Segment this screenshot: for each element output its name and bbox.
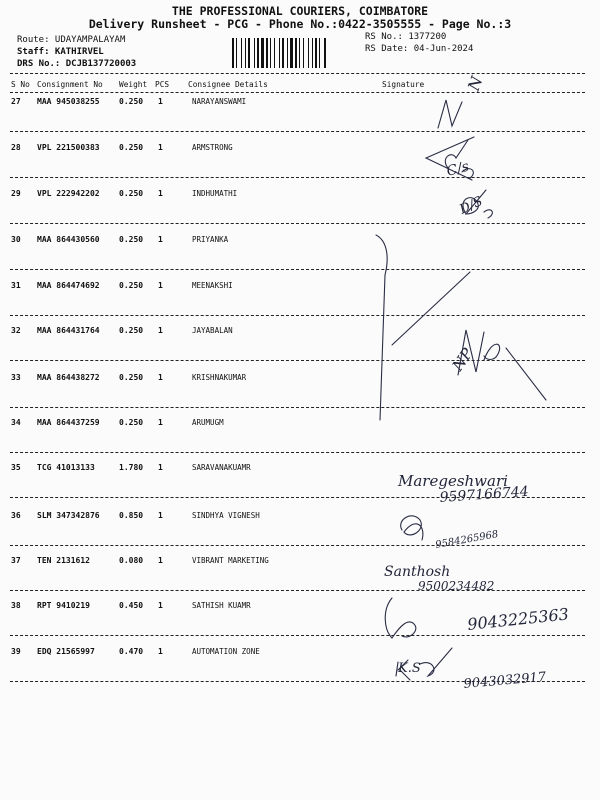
col-weight: Weight [119,80,148,89]
row-pcs: 1 [158,373,163,382]
hand-36-phone: 9584265968 [434,529,500,551]
row-pcs: 1 [158,556,163,565]
row-consignee: KRISHNAKUMAR [192,373,247,382]
row-consignment: MAA 864430560 [37,235,100,244]
hand-39-name: K.S [398,661,421,676]
row-weight: 0.080 [119,556,144,565]
staff-label: Staff: KATHIRVEL [17,47,104,57]
col-sno: S No [11,80,30,89]
row-consignment: SLM 347342876 [37,511,100,520]
hand-35-phone: 9597166744 [439,483,530,506]
row-consignee: ARMSTRONG [192,143,233,152]
row-consignment: TCG 41013133 [37,463,95,472]
row-pcs: 1 [158,511,163,520]
route-label: Route: UDAYAMPALAYAM [17,35,126,45]
signature-27-mark [438,100,462,128]
drs-number: DRS No.: DCJB137720003 [17,59,137,69]
row-sno: 33 [11,373,21,382]
row-pcs: 1 [158,97,163,106]
row-consignment: MAA 864431764 [37,326,100,335]
runsheet-title: Delivery Runsheet - PCG - Phone No.:0422-3505555 - Page No.:3 [88,17,512,31]
row-sno: 30 [11,235,21,244]
row-weight: 0.250 [119,373,144,382]
row-consignee: MEENAKSHI [192,281,233,290]
company-title: THE PROFESSIONAL COURIERS, COIMBATORE [171,4,429,18]
row-sno: 29 [11,189,21,198]
row-weight: 0.250 [119,281,144,290]
col-consignee: Consignee Details [188,80,268,89]
row-consignment: VPL 221500383 [37,143,100,152]
row-weight: 0.250 [119,97,144,106]
row-sno: 34 [11,418,21,427]
row-consignee: SINDHYA VIGNESH [192,511,260,520]
row-pcs: 1 [158,463,163,472]
row-weight: 1.780 [119,463,144,472]
row-sno: 28 [11,143,21,152]
row-sno: 27 [11,97,21,106]
row-consignee: VIBRANT MARKETING [192,556,269,565]
rs-date: RS Date: 04-Jun-2024 [365,44,474,54]
row-sno: 37 [11,556,21,565]
hand-32: NP [448,344,477,375]
hand-35-name: Maregeshwari [398,472,508,490]
hand-38-phone: 9043225363 [466,604,570,634]
hand-29: D/S [457,194,486,218]
row-sno: 35 [11,463,21,472]
row-weight: 0.250 [119,143,144,152]
row-pcs: 1 [158,647,163,656]
row-weight: 0.250 [119,326,144,335]
row-consignment: MAA 864437259 [37,418,100,427]
row-consignment: MAA 864474692 [37,281,100,290]
row-pcs: 1 [158,281,163,290]
row-sno: 31 [11,281,21,290]
hand-37-phone: 9500234482 [418,579,495,593]
row-consignment: EDQ 21565997 [37,647,95,656]
row-sno: 32 [11,326,21,335]
signature-bracket-30-34 [376,235,387,420]
rs-number: RS No.: 1377200 [365,32,447,42]
col-pcs: PCS [155,80,170,89]
hand-39-phone: 9043032917 [463,669,547,692]
row-weight: 0.470 [119,647,144,656]
row-weight: 0.850 [119,511,144,520]
hand-37-name: Santhosh [384,564,451,580]
row-consignee: PRIYANKA [192,235,229,244]
row-pcs: 1 [158,601,163,610]
row-consignee: INDHUMATHI [192,189,238,198]
row-weight: 0.450 [119,601,144,610]
col-signature: Signature [382,80,425,89]
signature-31-32-line [392,272,470,345]
row-sno: 38 [11,601,21,610]
row-sno: 36 [11,511,21,520]
hand-27: N [463,73,487,94]
row-consignee: SATHISH KUAMR [192,601,251,610]
row-consignment: RPT 9410219 [37,601,90,610]
row-consignment: MAA 864438272 [37,373,100,382]
signature-32-line [506,348,546,400]
hand-28: C/s [444,158,471,180]
row-sno: 39 [11,647,21,656]
row-weight: 0.250 [119,418,144,427]
row-consignee: AUTOMATION ZONE [192,647,260,656]
col-consignment: Consignment No [37,80,103,89]
row-consignee: SARAVANAKUAMR [192,463,251,472]
row-weight: 0.250 [119,235,144,244]
row-consignment: VPL 222942202 [37,189,100,198]
row-pcs: 1 [158,235,163,244]
row-consignee: NARAYANSWAMI [192,97,247,106]
row-pcs: 1 [158,418,163,427]
row-consignment: TEN 2131612 [37,556,90,565]
row-pcs: 1 [158,143,163,152]
signature-38-scribble [385,598,416,638]
row-consignment: MAA 945038255 [37,97,100,106]
row-pcs: 1 [158,326,163,335]
row-pcs: 1 [158,189,163,198]
row-weight: 0.250 [119,189,144,198]
signature-36-scribble [401,516,423,540]
row-consignee: ARUMUGM [192,418,224,427]
row-consignee: JAYABALAN [192,326,233,335]
